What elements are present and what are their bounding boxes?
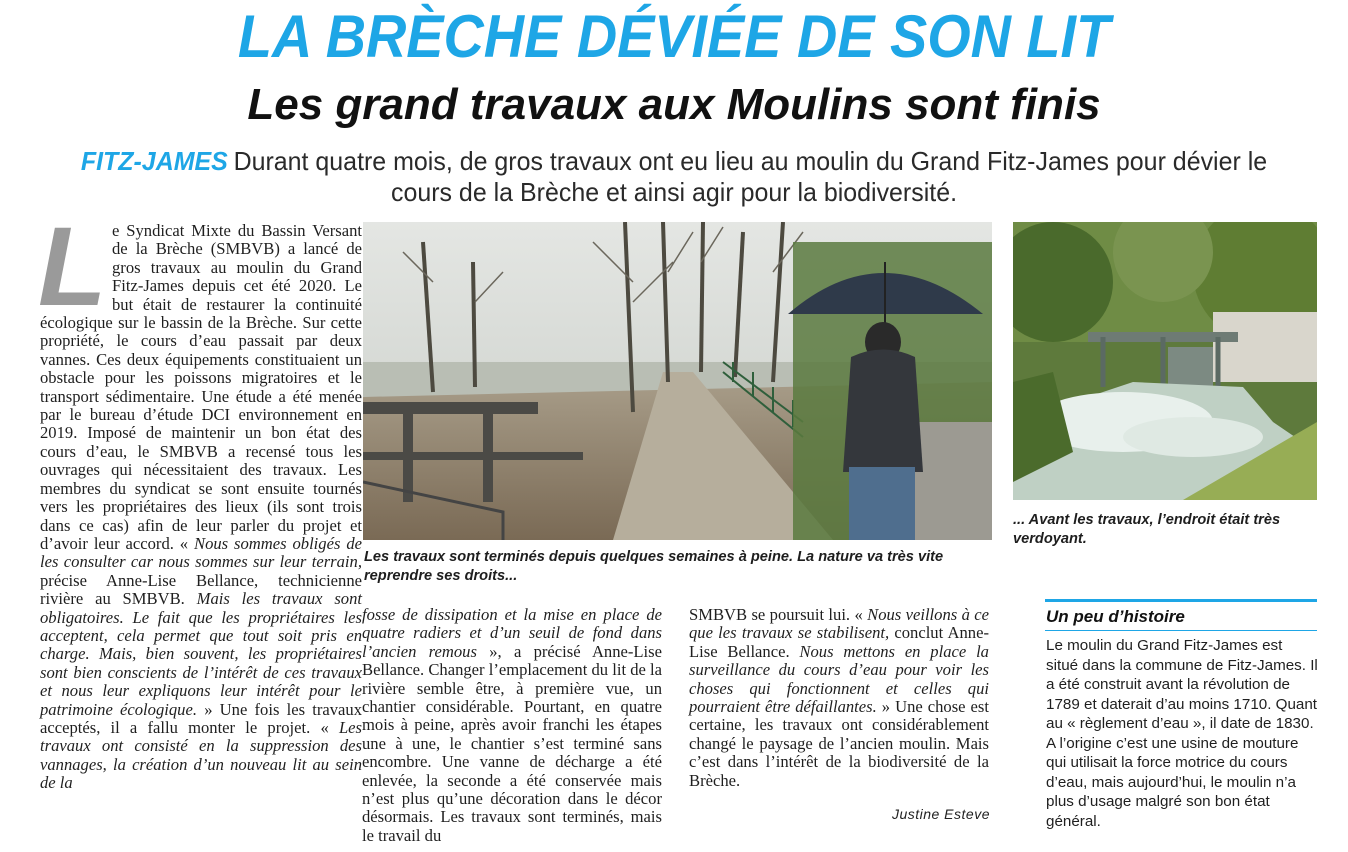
side-photo (1013, 222, 1317, 500)
standfirst-text: Durant quatre mois, de gros travaux ont eu lieu au moulin du Grand Fitz-James pour dévier le cours de la Brèche et ainsi agir pour la biodiversité. (233, 146, 1268, 207)
col2-text-1: », a précisé Anne-Lise Bellance. Changer l’emplacement du lit de la rivière semble être, à première vue, un chantier considérable. Pourtant, en quatre mois à peine, après avoir franchi les étapes une à une, le chantier s’est terminé sans encombre. Une vanne de décharge a été enlevée, la seconde a été conservée mais n’est plus qu’une décoration dans le décor désormais. Les travaux sont terminés, mais le travail du (362, 641, 662, 845)
article-column-1 (38, 204, 363, 793)
main-photo-illustration (363, 222, 992, 540)
history-title: Un peu d’histoire (1046, 607, 1185, 626)
subheadline: Les grand travaux aux Moulins sont finis (247, 80, 1101, 129)
headline: LA BRÈCHE DÉVIÉE DE SON LIT (237, 3, 1111, 70)
main-photo-caption: Les travaux sont terminés depuis quelques semaines à peine. La nature va très vite reprendre ses droits... (364, 549, 944, 584)
article-column-3 (689, 606, 989, 790)
col1-text-1: e Syndicat Mixte du Bassin Versant de la Brèche (SMBVB) a lancé de gros travaux au moulin du Grand Fitz-James depuis cet été 2020. Le but était de restaurer la continuité écologique sur le bassin de la Brèche. Sur cette propriété, le cours d’eau passait par deux vannes. Ces deux équipements constituaient un obstacle pour les poissons migratoires et le transport sédimentaire. Une étude a été menée par le bureau d’étude DCI environnement en 2019. Imposé de maintenir un bon état des cours d’eau, le SMBVB a recensé tous les ouvrages qui nécessitaient des travaux. Les membres du syndicat se sont ensuite tournés vers les propriétaires des lieux (ils sont trois dans ce cas) afin de leur parler du projet et d’avoir leur accord. « (40, 221, 362, 553)
drop-cap: L (38, 204, 107, 329)
history-title-rule (1045, 630, 1317, 631)
author-byline: Justine Esteve (891, 806, 990, 822)
location-kicker: FITZ-JAMES (80, 146, 228, 176)
col2-quote-1: fosse de dissipation et la mise en place de quatre radiers et d’un seuil de fond dans l’ancien remous (362, 605, 662, 661)
col3-quote-1: Nous veillons à ce que les travaux se stabilisent, (689, 605, 989, 643)
history-top-rule (1045, 599, 1317, 602)
standfirst (65, 146, 1282, 208)
col3-quote-2: Nous mettons en place la surveillance du cours d’eau pour voir les choses qui fonctionnent et celles qui pourraient être défaillantes. (689, 641, 989, 717)
col1-quote-2: Mais les travaux sont obligatoires. Le fait que les propriétaires les acceptent, cela permet que tout soit pris en charge. Mais, bien souvent, les propriétaires sont bien conscients de l’intérêt de ces travaux et nous leur expliquons leur intérêt pour le patrimoine écologique. (40, 589, 362, 719)
side-photo-illustration (1013, 222, 1317, 500)
main-photo (363, 222, 992, 540)
side-photo-caption: ... Avant les travaux, l’endroit était très verdoyant. (1013, 512, 1281, 547)
history-text: Le moulin du Grand Fitz-James est situé dans la commune de Fitz-James. Il a été construit avant la révolution de 1789 et daterait d’au moins 1710. Quant au « règlement d’eau », il date de 1830. A l’origine c’est une usine de mouture qui utilisait la force motrice du cours d’eau, mais aujourd’hui, le moulin n’a plus d’usage malgré son bon état général. (1046, 637, 1318, 830)
col1-text-3: » Une fois les travaux acceptés, il a fallu monter le projet. « (40, 699, 363, 737)
col1-quote-3: Les travaux ont consisté en la suppression des vannages, la création d’un nouveau lit au sein de la (40, 717, 362, 793)
col1-text-2: précise Anne-Lise Bellance, technicienne rivière au SMBVB. (40, 570, 362, 609)
col3-text-2: conclut Anne-Lise Bellance. (689, 623, 989, 661)
article-column-2 (362, 606, 662, 845)
col3-text-3: » Une chose est certaine, les travaux ont considérablement changé le paysage de l’ancien moulin. Mais c’est dans l’intérêt de la biodiversité de la Brèche. (689, 697, 989, 790)
col1-quote-1: Nous sommes obligés de les consulter car nous sommes sur leur terrain, (40, 533, 362, 572)
col3-text-1: SMBVB se poursuit lui. « (689, 605, 863, 624)
